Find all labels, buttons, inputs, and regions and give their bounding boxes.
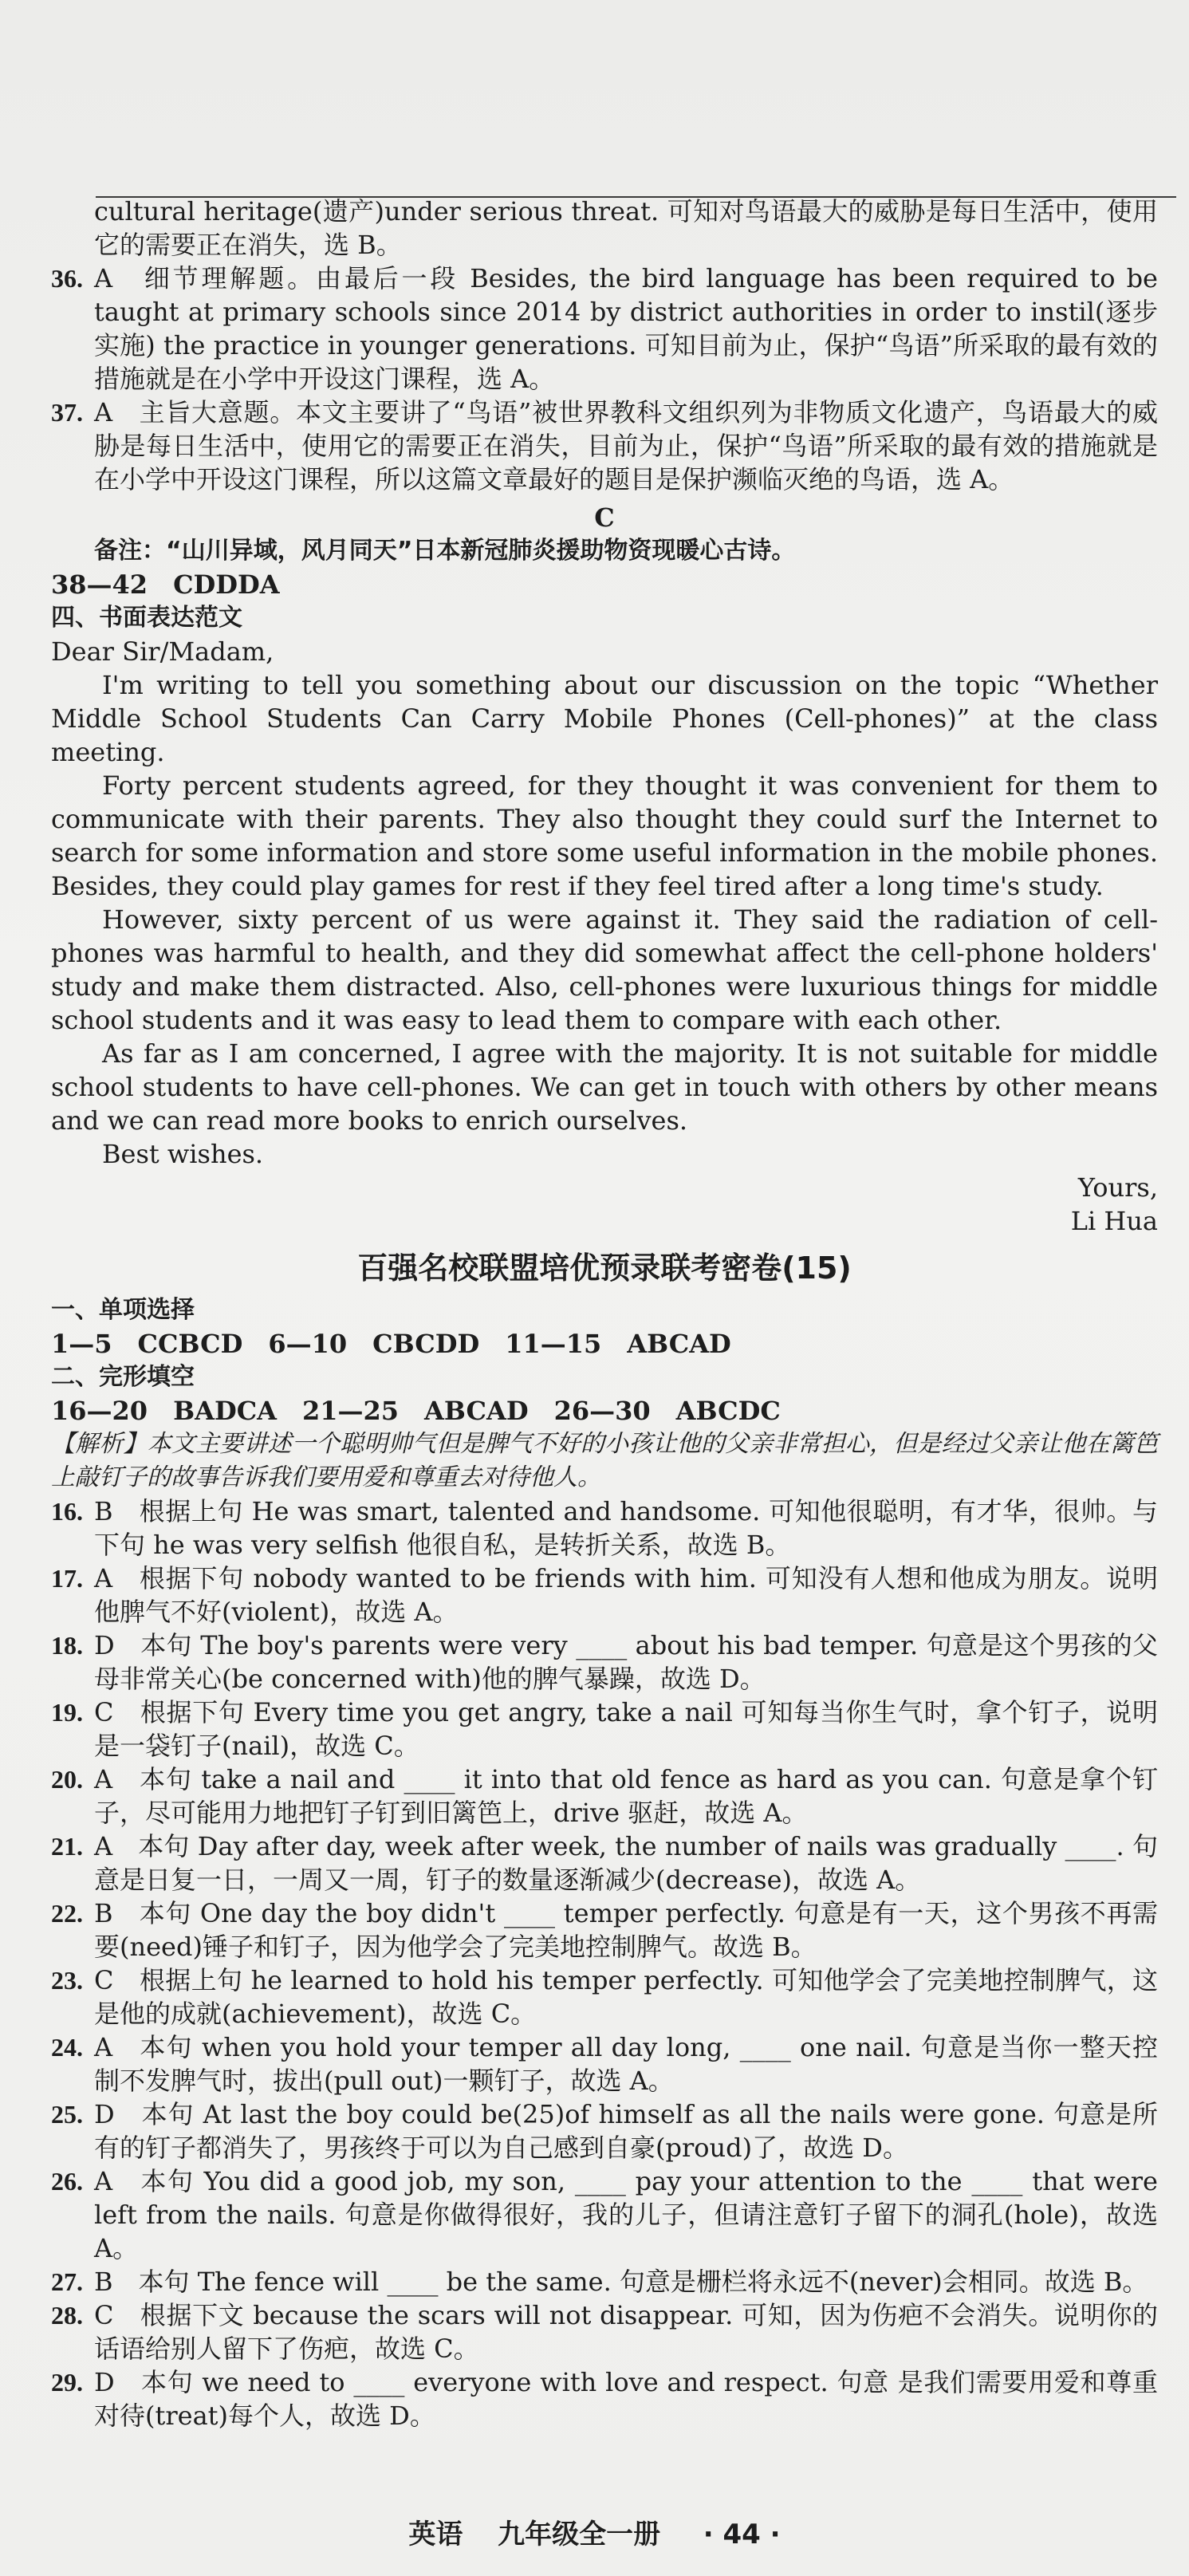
letter-closing: Best wishes.: [102, 1139, 264, 1169]
item-text: A 主旨大意题。本文主要讲了“鸟语”被世界教科文组织列为非物质文化遗产，鸟语最大的威胁是每日生活中，使用它的需要正在消失，目前为止，保护“鸟语”所采取的最有效的措施就是在小学中开设这门课程，所以这篇文章最好的题目是保护濒临灭绝的鸟语，选 A。: [94, 397, 1158, 494]
answer-item: [51, 2097, 1158, 2164]
footer-grade: 九年级全一册: [498, 2519, 661, 2550]
item-text: A 本句 when you hold your temper all day long, ____ one nail. 句意是当你一整天控制不发脾气时，拔出(pull out)一颗钉子，故选 A。: [94, 2032, 1158, 2096]
item-number: 24.: [51, 2033, 83, 2062]
answer-item: [51, 2298, 1158, 2365]
exam-title: 百强名校联盟培优预录联考密卷(15): [357, 1251, 852, 1286]
answer-items-list: [51, 1495, 1158, 2432]
letter-paragraph-4: As far as I am concerned, I agree with the majority. It is not suitable for middle school students to have cell-phones. We can get in touch with others by other means and we can read more books to enrich ourselves.: [51, 1038, 1158, 1136]
item-number: 21.: [51, 1832, 83, 1861]
answer-item-37: [51, 396, 1158, 496]
letter-paragraph-2: Forty percent students agreed, for they thought it was convenient for them to communicate with their parents. They also thought they could surf the Internet to search for some information and store some useful information in the mobile phones. Besides, they could play games for rest if they feel tired after a long time's study.: [51, 770, 1158, 901]
item-text: A 本句 You did a good job, my son, ____ pay your attention to the ____ that were left from the nails. 句意是你做得很好，我的儿子，但请注意钉子留下的洞孔(hole)，故选 A。: [94, 2166, 1158, 2263]
item-number: 22.: [51, 1899, 83, 1928]
item-text: A 本句 take a nail and ____ it into that old fence as hard as you can. 句意是拿个钉子，尽可能用力地把钉子钉到旧篱笆上，drive 驱赶，故选 A。: [94, 1764, 1158, 1828]
answers-38-42: 38—42 CDDDA: [51, 569, 280, 600]
item-number: 28.: [51, 2301, 83, 2330]
answer-item: [51, 2030, 1158, 2097]
item-number: 20.: [51, 1765, 83, 1794]
footer-subject: 英语: [408, 2519, 463, 2550]
answer-item: [51, 1629, 1158, 1696]
section-2-title: 二、完形填空: [51, 1363, 195, 1391]
note-line: 备注：“山川异域，风月同天”日本新冠肺炎援助物资现暖心古诗。: [94, 537, 796, 565]
answer-item: [51, 1562, 1158, 1629]
answer-item: [51, 2365, 1158, 2432]
answer-item: [51, 1964, 1158, 2030]
item-text: A 细节理解题。由最后一段 Besides, the bird language has been required to be taught at primary schools since 2014 by district authorities in order to instil(逐步实施) the practice in younger generations. 可知目前为止，保护“鸟语”所采取的最有效的措施就是在小学中开设这门课程，选 A。: [94, 263, 1158, 394]
item-number: 27.: [51, 2267, 83, 2296]
answer-item: [51, 1897, 1158, 1964]
item-number: 36.: [51, 264, 83, 293]
section-c-title: C: [594, 502, 615, 533]
answer-item: [51, 2164, 1158, 2265]
item-text: B 本句 The fence will ____ be the same. 句意是栅栏将永远不(never)会相同。故选 B。: [94, 2267, 1148, 2297]
item-text: C 根据下句 Every time you get angry, take a nail 可知每当你生气时，拿个钉子，说明是一袋钉子(nail)，故选 C。: [94, 1697, 1158, 1761]
item-number: 16.: [51, 1497, 83, 1526]
answers-1-15: 1—5 CCBCD 6—10 CBCDD 11—15 ABCAD: [51, 1329, 731, 1359]
item-number: 25.: [51, 2100, 83, 2129]
item-number: 23.: [51, 1966, 83, 1995]
item-text: C 根据下文 because the scars will not disappear. 可知，因为伤疤不会消失。说明你的话语给别人留下了伤疤，故选 C。: [94, 2300, 1158, 2364]
answer-item-36: [51, 262, 1158, 396]
item-number: 17.: [51, 1564, 83, 1593]
letter-salutation: Dear Sir/Madam,: [51, 636, 274, 667]
item-text: B 本句 One day the boy didn't ____ temper perfectly. 句意是有一天，这个男孩不再需要(need)锤子和钉子，因为他学会了完美地控制脾气。故选 B。: [94, 1898, 1158, 1962]
continued-text: cultural heritage(遗产)under serious threat. 可知对鸟语最大的威胁是每日生活中，使用它的需要正在消失，选 B。: [94, 196, 1158, 260]
answer-item: [51, 1763, 1158, 1830]
item-text: C 根据上句 he learned to hold his temper perfectly. 可知他学会了完美地控制脾气，这是他的成就(achievement)，故选 C。: [94, 1965, 1158, 2029]
answer-item: [51, 1495, 1158, 1562]
answer-item: [51, 1830, 1158, 1897]
item-text: B 根据上句 He was smart, talented and handsome. 可知他很聪明，有才华，很帅。与下句 he was very selfish 他很自私，是转折关系，故选 B。: [94, 1496, 1158, 1560]
item-number: 26.: [51, 2167, 83, 2196]
section-1-title: 一、单项选择: [51, 1296, 195, 1324]
item-number: 18.: [51, 1631, 83, 1660]
letter-paragraph-3: However, sixty percent of us were against it. They said the radiation of cell-phones was harmful to health, and they did somewhat affect the cell-phone holders' study and make them distracted. Also, cell-phones were luxurious things for middle school students and it was easy to lead them to compare with each other.: [51, 904, 1158, 1035]
item-number: 29.: [51, 2368, 83, 2397]
letter-yours: Yours,: [1077, 1172, 1158, 1203]
answer-item: [51, 1696, 1158, 1763]
item-text: D 本句 The boy's parents were very ____ about his bad temper. 句意是这个男孩的父母非常关心(be concerned with)他的脾气暴躁，故选 D。: [94, 1630, 1158, 1694]
answer-content: [51, 195, 1158, 2432]
page-footer: [0, 2512, 1189, 2551]
footer-page-number: · 44 ·: [703, 2519, 781, 2550]
analysis-text: 【解析】本文主要讲述一个聪明帅气但是脾气不好的小孩让他的父亲非常担心，但是经过父亲让他在篱笆上敲钉子的故事告诉我们要用爱和尊重去对待他人。: [51, 1430, 1158, 1491]
answers-16-30: 16—20 BADCA 21—25 ABCAD 26—30 ABCDC: [51, 1396, 781, 1426]
letter-signature: Li Hua: [1070, 1206, 1158, 1236]
letter-paragraph-1: I'm writing to tell you something about our discussion on the topic “Whether Middle School Students Can Carry Mobile Phones (Cell-phones)” at the class meeting.: [51, 670, 1158, 767]
item-text: A 本句 Day after day, week after week, the number of nails was gradually ____. 句意是日复一日，一周又一周，钉子的数量逐渐减少(decrease)，故选 A。: [94, 1831, 1158, 1895]
item-text: A 根据下句 nobody wanted to be friends with him. 可知没有人想和他成为朋友。说明他脾气不好(violent)，故选 A。: [94, 1563, 1158, 1627]
section-writing-title: 四、书面表达范文: [51, 604, 242, 632]
item-number: 19.: [51, 1698, 83, 1727]
item-text: D 本句 we need to ____ everyone with love and respect. 句意 是我们需要用爱和尊重对待(treat)每个人，故选 D。: [94, 2367, 1158, 2431]
answer-item: [51, 2265, 1158, 2298]
item-number: 37.: [51, 398, 83, 427]
item-text: D 本句 At last the boy could be(25)of himself as all the nails were gone. 句意是所有的钉子都消失了，男孩终于可以为自己感到自豪(proud)了，故选 D。: [94, 2099, 1158, 2163]
